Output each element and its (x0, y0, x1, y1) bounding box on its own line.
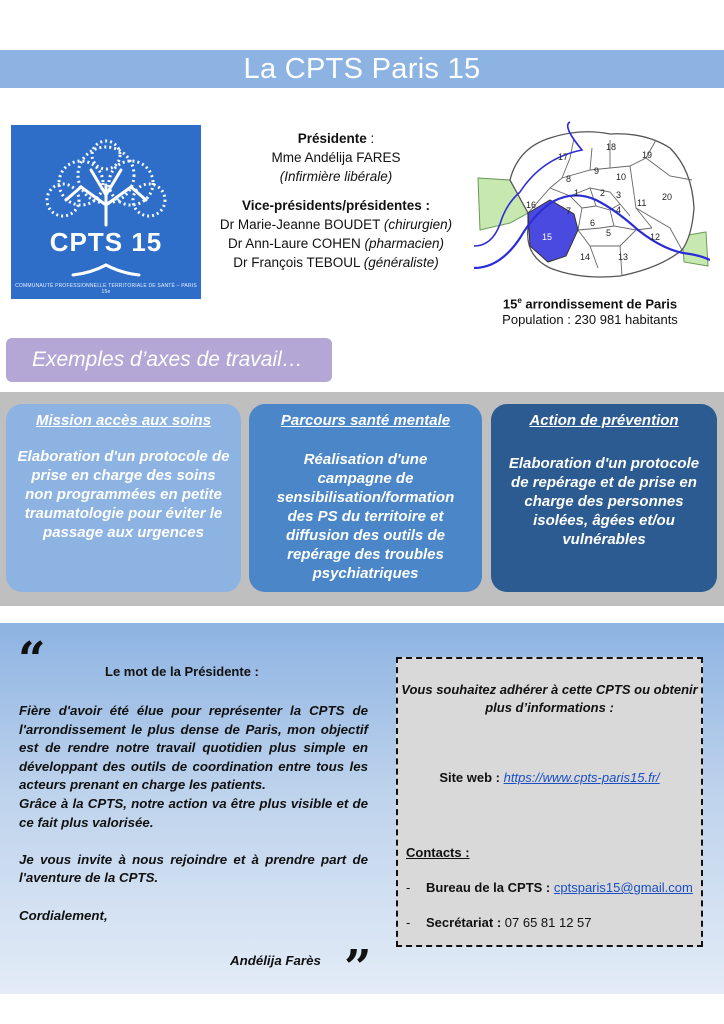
district-13: 13 (618, 252, 629, 262)
vice-president-1: Dr Marie-Jeanne BOUDET (chirurgien) (219, 217, 453, 232)
contact-box (396, 657, 703, 947)
card-title: Parcours santé mentale (280, 412, 451, 429)
map-caption: 15e arrondissement de Paris Population : 230 981 habitants (470, 293, 710, 328)
axes-banner (6, 338, 332, 382)
page-title: La CPTS Paris 15 (243, 52, 481, 85)
district-14: 14 (580, 252, 591, 262)
president-label: Présidente (297, 131, 367, 146)
district-16: 16 (526, 200, 537, 210)
site-link[interactable]: https://www.cpts-paris15.fr/ (503, 770, 660, 785)
president-word-title: Le mot de la Présidente : (105, 664, 259, 679)
district-19: 19 (642, 150, 653, 160)
president-colon: : (366, 131, 375, 146)
card-prevention (491, 404, 717, 592)
presidents-block (205, 129, 467, 272)
card-title: Mission accès aux soins (35, 412, 212, 429)
word-paragraph-3: Je vous invite à nous rejoindre et à prendre part de l'aventure de la CPTS. (19, 851, 368, 886)
card-body: Elaboration d'un protocole de repérage et de prise en charge des personnes isolées, âgées et/ou vulnérables (508, 455, 700, 548)
district-3: 3 (616, 190, 622, 200)
district-2: 2 (600, 188, 606, 198)
president-word-text (19, 702, 368, 925)
card-sante-mentale (249, 404, 482, 592)
cpts-logo (11, 125, 201, 299)
site-label: Site web : (439, 770, 504, 785)
paris-map (470, 118, 710, 294)
contact-secretariat: - Secrétariat : 07 65 81 12 57 (406, 915, 592, 930)
close-quote-icon: ” (344, 940, 372, 996)
open-quote-icon: “ (18, 632, 46, 688)
district-9: 9 (594, 166, 600, 176)
president-name: Mme Andélija FARES (271, 150, 401, 165)
card-body: Elaboration d'un protocole de prise en charge des soins non programmées en petite traumatologie pour éviter le passage aux urgences (17, 448, 230, 541)
district-5: 5 (606, 228, 612, 238)
contact-bureau: - Bureau de la CPTS : cptsparis15@gmail.com (406, 880, 693, 895)
contacts-label: Contacts : (406, 845, 470, 860)
district-10: 10 (616, 172, 627, 182)
tree-icon (11, 125, 201, 299)
title-band (0, 50, 724, 88)
district-12: 12 (650, 232, 661, 242)
phone-number: 07 65 81 12 57 (504, 915, 592, 930)
word-paragraph-2: Grâce à la CPTS, notre action va être plus visible et de ce fait plus valorisée. (19, 795, 368, 830)
word-paragraph-1: Fière d'avoir été élue pour représenter la CPTS de l'arrondissement le plus dense de Paris, mon objectif est de rendre notre travail quotidien plus simple en développant des outils de coordination entre tous les acteurs prenant en charge les patients. (19, 703, 368, 793)
district-11: 11 (637, 198, 647, 208)
district-8: 8 (566, 174, 572, 184)
site-row (398, 770, 701, 785)
card-title: Action de prévention (529, 412, 679, 429)
district-6: 6 (590, 218, 596, 228)
district-17: 17 (558, 152, 569, 162)
signature: Andélija Farès (230, 953, 321, 968)
word-closing: Cordialement, (19, 907, 108, 923)
logo-text: CPTS 15 (49, 227, 163, 257)
population: Population : 230 981 habitants (502, 312, 678, 328)
vice-president-3: Dr François TEBOUL (généraliste) (233, 255, 439, 270)
vice-label: Vice-présidents/présidentes : (241, 198, 431, 213)
district-15: 15 (542, 232, 553, 242)
axes-banner-text: Exemples d’axes de travail… (32, 348, 303, 371)
president-role: (Infirmière libérale) (279, 169, 393, 184)
district-4: 4 (616, 205, 622, 215)
district-7: 7 (566, 206, 572, 216)
card-acces-soins (6, 404, 241, 592)
district-18: 18 (606, 142, 617, 152)
card-body: Réalisation d'une campagne de sensibilisation/formation des PS du territoire et diffusion des outils de repérage des troubles psychiatriques (276, 451, 455, 582)
contact-intro: Vous souhaitez adhérer à cette CPTS ou obtenir plus d’informations : (401, 682, 698, 715)
logo-subtitle: COMMUNAUTÉ PROFESSIONNELLE TERRITORIALE DE SANTÉ – PARIS 15e (15, 283, 197, 295)
district-1: 1 (574, 188, 580, 198)
email-link[interactable]: cptsparis15@gmail.com (553, 880, 693, 895)
district-20: 20 (662, 192, 673, 202)
vice-president-2: Dr Ann-Laure COHEN (pharmacien) (227, 236, 445, 251)
